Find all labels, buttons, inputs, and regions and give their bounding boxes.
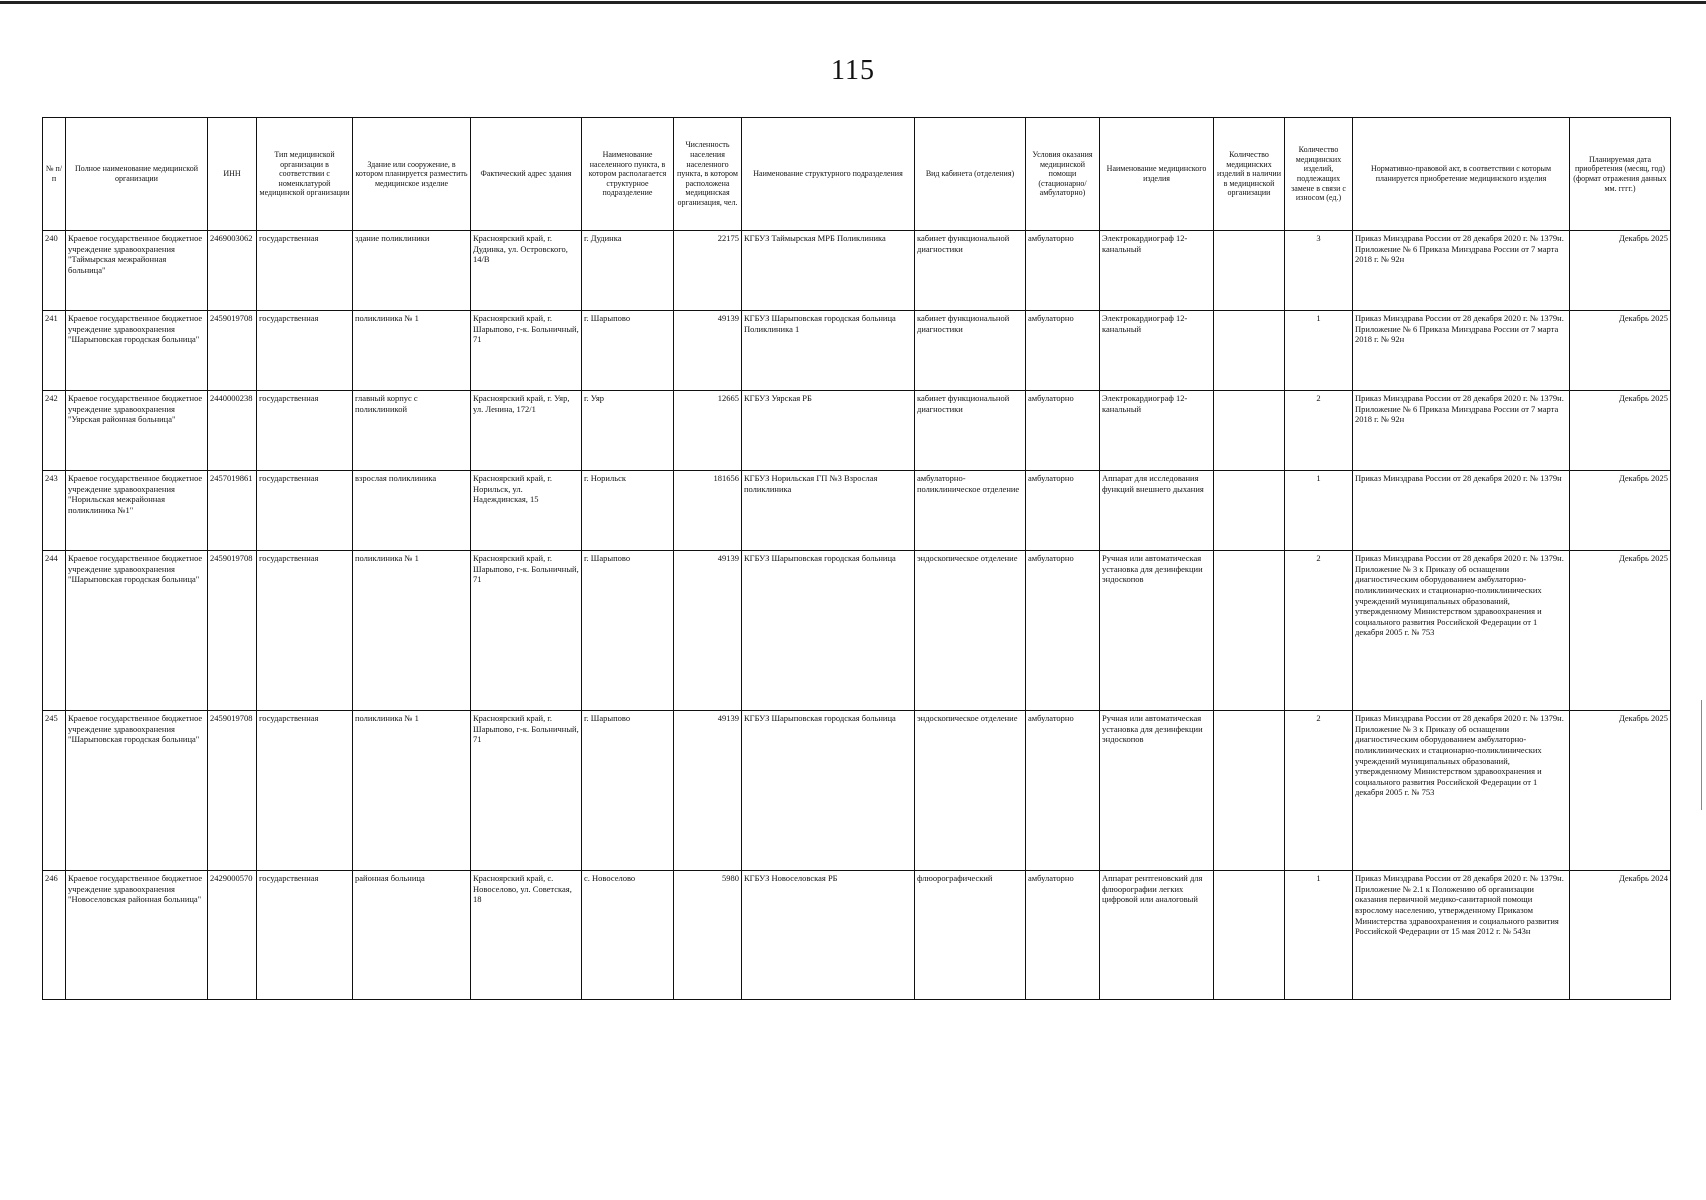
cell-address: Красноярский край, г. Норильск, ул. Надеждинская, 15: [471, 471, 582, 551]
cell-cabinet: кабинет функциональной диагностики: [915, 311, 1026, 391]
cell-address: Красноярский край, с. Новоселово, ул. Советская, 18: [471, 871, 582, 1000]
cell-number: 243: [43, 471, 66, 551]
cell-device: Электрокардиограф 12-канальный: [1100, 391, 1214, 471]
header-col-date: Планируемая дата приобретения (месяц, год) (формат отражения данных мм. гггг.): [1570, 118, 1671, 231]
cell-population: 5980: [674, 871, 742, 1000]
cell-type: государственная: [257, 231, 353, 311]
page-number: 115: [831, 55, 875, 86]
cell-building: поликлиника № 1: [353, 711, 471, 871]
cell-address: Красноярский край, г. Дудинка, ул. Островского, 14/В: [471, 231, 582, 311]
cell-population: 49139: [674, 551, 742, 711]
header-col-building: Здание или сооружение, в котором планируется разместить медицинское изделие: [353, 118, 471, 231]
cell-building: главный корпус с поликлиникой: [353, 391, 471, 471]
cell-act: Приказ Минздрава России от 28 декабря 2020 г. № 1379н. Приложение № 3 к Приказу об оснащении диагностическим оборудованием амбулаторно-поликлинических и стационарно-поликлинических учреждений муниципальных образований, утвержденному Министерством здравоохранения и социального развития Российской Федерации от 1 декабря 2005 г. № 753: [1353, 551, 1570, 711]
cell-locality: г. Шарыпово: [582, 311, 674, 391]
cell-number: 242: [43, 391, 66, 471]
cell-type: государственная: [257, 391, 353, 471]
cell-inn: 2440000238: [208, 391, 257, 471]
cell-act: Приказ Минздрава России от 28 декабря 2020 г. № 1379н. Приложение № 6 Приказа Минздрава России от 7 марта 2018 г. № 92н: [1353, 231, 1570, 311]
cell-qty-have: [1214, 471, 1285, 551]
cell-type: государственная: [257, 311, 353, 391]
cell-number: 244: [43, 551, 66, 711]
cell-building: районная больница: [353, 871, 471, 1000]
table-row: [43, 551, 1671, 711]
cell-qty-have: [1214, 551, 1285, 711]
cell-unit: КГБУЗ Шарыповская городская больница Поликлиника 1: [742, 311, 915, 391]
cell-population: 22175: [674, 231, 742, 311]
header-col-qty-have: Количество медицинских изделий в наличии в медицинской организации: [1214, 118, 1285, 231]
cell-locality: г. Норильск: [582, 471, 674, 551]
cell-device: Ручная или автоматическая установка для дезинфекции эндоскопов: [1100, 711, 1214, 871]
header-col-locality: Наименование населенного пункта, в котором располагается структурное подразделение: [582, 118, 674, 231]
table-row: [43, 471, 1671, 551]
cell-unit: КГБУЗ Шарыповская городская больница: [742, 551, 915, 711]
header-col-conditions: Условия оказания медицинской помощи (стационарно/ амбулаторно): [1026, 118, 1100, 231]
cell-unit: КГБУЗ Новоселовская РБ: [742, 871, 915, 1000]
cell-address: Красноярский край, г. Шарыпово, г-к. Больничный, 71: [471, 311, 582, 391]
cell-number: 241: [43, 311, 66, 391]
cell-inn: 2459019708: [208, 711, 257, 871]
cell-locality: г. Шарыпово: [582, 551, 674, 711]
cell-unit: КГБУЗ Норильская ГП №3 Взрослая поликлиника: [742, 471, 915, 551]
header-col-inn: ИНН: [208, 118, 257, 231]
cell-date: Декабрь 2025: [1570, 311, 1671, 391]
cell-conditions: амбулаторно: [1026, 551, 1100, 711]
cell-type: государственная: [257, 711, 353, 871]
cell-date: Декабрь 2025: [1570, 231, 1671, 311]
cell-conditions: амбулаторно: [1026, 231, 1100, 311]
cell-cabinet: эндоскопическое отделение: [915, 711, 1026, 871]
cell-unit: КГБУЗ Таймырская МРБ Поликлиника: [742, 231, 915, 311]
table-row: [43, 711, 1671, 871]
cell-conditions: амбулаторно: [1026, 711, 1100, 871]
header-col-org: Полное наименование медицинской организации: [66, 118, 208, 231]
header-col-address: Фактический адрес здания: [471, 118, 582, 231]
cell-address: Красноярский край, г. Шарыпово, г-к. Больничный, 71: [471, 551, 582, 711]
cell-locality: г. Уяр: [582, 391, 674, 471]
header-col-cabinet: Вид кабинета (отделения): [915, 118, 1026, 231]
cell-qty-replace: 2: [1285, 391, 1353, 471]
cell-inn: 2429000570: [208, 871, 257, 1000]
header-col-number: № п/п: [43, 118, 66, 231]
header-col-unit: Наименование структурного подразделения: [742, 118, 915, 231]
cell-inn: 2457019861: [208, 471, 257, 551]
cell-building: поликлиника № 1: [353, 551, 471, 711]
cell-locality: с. Новоселово: [582, 871, 674, 1000]
cell-conditions: амбулаторно: [1026, 471, 1100, 551]
header-col-population: Численность населения населенного пункта, в котором расположена медицинская организация, чел.: [674, 118, 742, 231]
table-row: [43, 871, 1671, 1000]
cell-qty-have: [1214, 871, 1285, 1000]
header-col-act: Нормативно-правовой акт, в соответствии с которым планируется приобретение медицинского изделия: [1353, 118, 1570, 231]
cell-locality: г. Дудинка: [582, 231, 674, 311]
cell-org: Краевое государственное бюджетное учреждение здравоохранения "Уярская районная больница": [66, 391, 208, 471]
cell-building: здание поликлиники: [353, 231, 471, 311]
cell-act: Приказ Минздрава России от 28 декабря 2020 г. № 1379н. Приложение № 6 Приказа Минздрава России от 7 марта 2018 г. № 92н: [1353, 311, 1570, 391]
cell-cabinet: кабинет функциональной диагностики: [915, 391, 1026, 471]
cell-type: государственная: [257, 871, 353, 1000]
cell-unit: КГБУЗ Шарыповская городская больница: [742, 711, 915, 871]
cell-org: Краевое государственное бюджетное учреждение здравоохранения "Шарыповская городская больница": [66, 551, 208, 711]
cell-act: Приказ Минздрава России от 28 декабря 2020 г. № 1379н. Приложение № 3 к Приказу об оснащении диагностическим оборудованием амбулаторно-поликлинических и стационарно-поликлинических учреждений муниципальных образований, утвержденному Министерством здравоохранения и социального развития Российской Федерации от 1 декабря 2005 г. № 753: [1353, 711, 1570, 871]
cell-org: Краевое государственное бюджетное учреждение здравоохранения "Шарыповская городская больница": [66, 311, 208, 391]
cell-cabinet: эндоскопическое отделение: [915, 551, 1026, 711]
cell-population: 49139: [674, 311, 742, 391]
scan-margin-mark: [1701, 700, 1702, 810]
cell-device: Электрокардиограф 12-канальный: [1100, 231, 1214, 311]
cell-org: Краевое государственное бюджетное учреждение здравоохранения "Норильская межрайонная поликлиника №1": [66, 471, 208, 551]
cell-qty-have: [1214, 711, 1285, 871]
cell-population: 49139: [674, 711, 742, 871]
cell-number: 245: [43, 711, 66, 871]
top-border-line: [0, 1, 1706, 4]
header-col-type: Тип медицинской организации в соответствии с номенклатурой медицинской организации: [257, 118, 353, 231]
cell-act: Приказ Минздрава России от 28 декабря 2020 г. № 1379н. Приложение № 6 Приказа Минздрава России от 7 марта 2018 г. № 92н: [1353, 391, 1570, 471]
cell-qty-replace: 1: [1285, 311, 1353, 391]
cell-address: Красноярский край, г. Уяр, ул. Ленина, 172/1: [471, 391, 582, 471]
cell-inn: 2459019708: [208, 551, 257, 711]
cell-cabinet: амбулаторно-поликлиническое отделение: [915, 471, 1026, 551]
cell-date: Декабрь 2025: [1570, 711, 1671, 871]
cell-qty-replace: 3: [1285, 231, 1353, 311]
cell-building: взрослая поликлиника: [353, 471, 471, 551]
cell-date: Декабрь 2025: [1570, 391, 1671, 471]
cell-org: Краевое государственное бюджетное учреждение здравоохранения "Таймырская межрайонная больница": [66, 231, 208, 311]
table-header-row: [43, 118, 1671, 231]
cell-device: Электрокардиограф 12-канальный: [1100, 311, 1214, 391]
cell-number: 246: [43, 871, 66, 1000]
cell-date: Декабрь 2025: [1570, 551, 1671, 711]
cell-org: Краевое государственное бюджетное учреждение здравоохранения "Шарыповская городская больница": [66, 711, 208, 871]
cell-conditions: амбулаторно: [1026, 871, 1100, 1000]
cell-inn: 2469003062: [208, 231, 257, 311]
header-col-device: Наименование медицинского изделия: [1100, 118, 1214, 231]
cell-date: Декабрь 2024: [1570, 871, 1671, 1000]
cell-cabinet: кабинет функциональной диагностики: [915, 231, 1026, 311]
cell-conditions: амбулаторно: [1026, 311, 1100, 391]
table-row: [43, 311, 1671, 391]
cell-building: поликлиника № 1: [353, 311, 471, 391]
cell-qty-have: [1214, 311, 1285, 391]
cell-act: Приказ Минздрава России от 28 декабря 2020 г. № 1379н: [1353, 471, 1570, 551]
cell-org: Краевое государственное бюджетное учреждение здравоохранения "Новоселовская районная больница": [66, 871, 208, 1000]
cell-device: Аппарат рентгеновский для флюорографии легких цифровой или аналоговый: [1100, 871, 1214, 1000]
header-col-qty-replace: Количество медицинских изделий, подлежащих замене в связи с износом (ед.): [1285, 118, 1353, 231]
cell-conditions: амбулаторно: [1026, 391, 1100, 471]
cell-locality: г. Шарыпово: [582, 711, 674, 871]
cell-date: Декабрь 2025: [1570, 471, 1671, 551]
table-row: [43, 391, 1671, 471]
cell-population: 181656: [674, 471, 742, 551]
cell-cabinet: флюорографический: [915, 871, 1026, 1000]
cell-act: Приказ Минздрава России от 28 декабря 2020 г. № 1379н. Приложение № 2.1 к Положению об организации оказания первичной медико-санитарной помощи взрослому населению, утвержденному Приказом Министерства здравоохранения и социального развития Российской Федерации от 15 мая 2012 г. № 543н: [1353, 871, 1570, 1000]
cell-qty-have: [1214, 391, 1285, 471]
cell-qty-have: [1214, 231, 1285, 311]
cell-population: 12665: [674, 391, 742, 471]
cell-unit: КГБУЗ Уярская РБ: [742, 391, 915, 471]
cell-qty-replace: 2: [1285, 551, 1353, 711]
cell-qty-replace: 2: [1285, 711, 1353, 871]
cell-qty-replace: 1: [1285, 871, 1353, 1000]
cell-number: 240: [43, 231, 66, 311]
cell-device: Аппарат для исследования функций внешнего дыхания: [1100, 471, 1214, 551]
cell-address: Красноярский край, г. Шарыпово, г-к. Больничный, 71: [471, 711, 582, 871]
table-row: [43, 231, 1671, 311]
cell-type: государственная: [257, 471, 353, 551]
cell-type: государственная: [257, 551, 353, 711]
equipment-registry-table: [42, 117, 1671, 1000]
cell-device: Ручная или автоматическая установка для дезинфекции эндоскопов: [1100, 551, 1214, 711]
cell-inn: 2459019708: [208, 311, 257, 391]
cell-qty-replace: 1: [1285, 471, 1353, 551]
